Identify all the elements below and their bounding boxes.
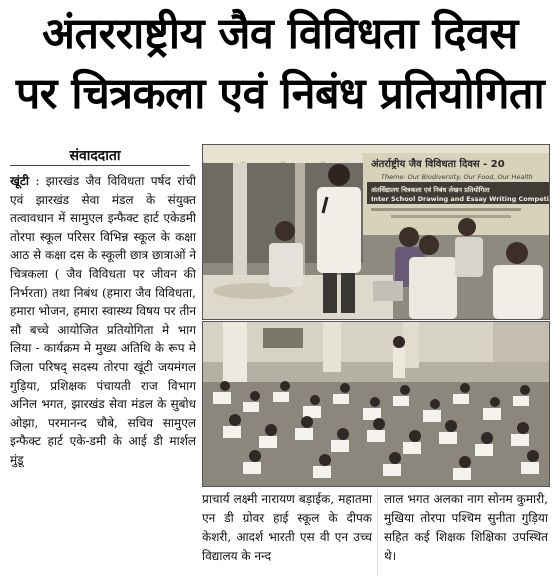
headline-line-2: पर चित्रकला एवं निबंध प्रतियोगिता <box>15 69 545 119</box>
event-speaker-photo <box>202 144 550 320</box>
students-drawing-photo-image <box>203 322 549 486</box>
article-body-column <box>10 172 196 576</box>
article-continuation-column-1: प्राचार्य लक्ष्मी नारायण बड़ाईक, महातमा एन डी ग्रोवर हाई स्कूल के दीपक केशरी, आदर्श भारती एस वी एन उच्च विद्यालय के नन्द <box>202 492 372 563</box>
article-dateline: खूंटी <box>10 174 29 188</box>
article-continuation-column-2: लाल भगत अलका नाग सोनम कुमारी, मुखिया तोरपा पश्चिम सुनीता गुड़िया सहित कई शिक्षक शिक्षिका उपस्थित थे। <box>384 492 548 563</box>
byline: संवाददाता <box>69 148 121 164</box>
banner-line-4: Inter School Drawing and Essay Writing Competi <box>371 195 549 203</box>
banner-line-1: अंतर्राष्ट्रीय जैव विविधता दिवस - 20 <box>371 159 505 170</box>
banner-line-2: Theme: Our Biodiversity, Our Food, Our Health <box>381 173 533 181</box>
byline-divider <box>10 165 190 166</box>
banner-line-3: अंतर्विद्यालय चित्रकला एवं निबंध लेखन प्रतियोगिता <box>371 186 490 194</box>
headline <box>6 4 554 132</box>
headline-line-1: अंतरराष्ट्रीय जैव विविधता दिवस <box>42 9 518 59</box>
article-body-text: : झारखंड जैव विविधता पर्षद रांची एवं झारखंड सेवा मंडल के संयुक्त तत्वावधान में सामुएल इन्फैक्ट हार्ट एकेडमी तोरपा स्कूल परिसर विभिन्न स्कूल के कक्षा आठ से कक्षा दस के स्कूली छात्र छात्राओं ने चित्रकला ( जैव विविधता पर जीवन की निर्भरता) तथा निबंध (हमारा जैव विविधता, हमारा भोजन, हमारा स्वास्थ्य विषय पर तीन सौ बच्चे आयोजित प्रतियोगिता मे भाग लिया - कार्यक्रम मे मुख्य अतिथि के रूप मे जिला परिषद् सदस्य तोरपा खूंटी जयमंगल गुड़िया, प्रशिक्षक पंचायती राज विभाग अनिल भगत, झारखंड सेवा मंडल के सुबोध ओझा, परमानन्द चौबे, सचिव सामुएल इन्फैक्ट हार्ट एके-डमी के आई डी मार्शल मुंडू <box>10 174 196 467</box>
column-divider <box>377 490 378 576</box>
event-speaker-photo-image <box>203 145 549 319</box>
students-drawing-photo <box>202 321 550 487</box>
